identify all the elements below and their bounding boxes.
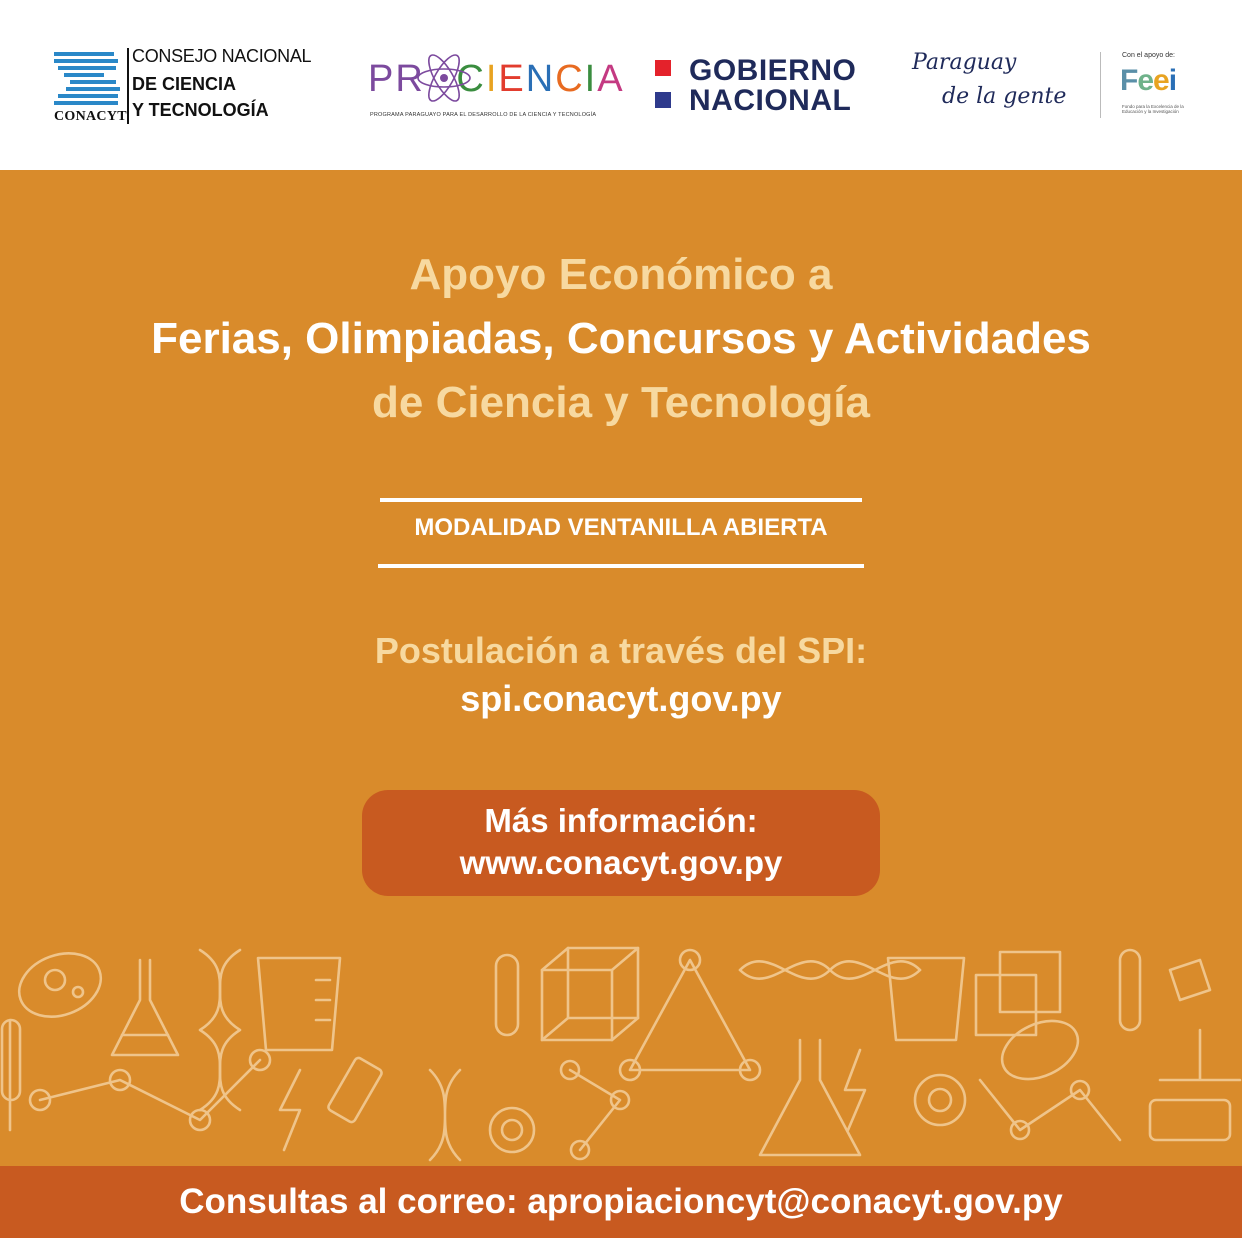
modality-label: MODALIDAD VENTANILLA ABIERTA: [414, 514, 828, 541]
conacyt-abbr: CONACYT: [54, 109, 127, 124]
blue-square-icon: [655, 92, 671, 108]
conacyt-line2: DE CIENCIA: [132, 74, 237, 94]
feei-logo: [1100, 52, 1200, 122]
modality-rule-top: [380, 498, 862, 502]
main-panel: [0, 170, 1242, 1166]
application-url[interactable]: spi.conacyt.gov.py: [460, 678, 782, 719]
paraguay-de-la-gente-logo: [912, 50, 1067, 120]
atom-icon: [414, 48, 474, 108]
title-line3: de Ciencia y Tecnología: [372, 378, 870, 427]
prociencia-subtitle: PROGRAMA PARAGUAYO PARA EL DESARROLLO DE LA CIENCIA Y TECNOLOGÍA: [370, 112, 597, 118]
gobierno-line2: NACIONAL: [689, 84, 852, 117]
gobierno-line1: GOBIERNO: [689, 54, 857, 87]
feei-support-text: Con el apoyo de:: [1122, 52, 1175, 59]
application-label: Postulación a través del SPI:: [374, 630, 868, 671]
contact-email-text[interactable]: Consultas al correo: apropiacioncyt@conacyt.gov.py: [179, 1182, 1063, 1221]
modality-rule-bottom: [378, 564, 864, 568]
prociencia-wordmark: PR CIENCIA: [368, 58, 625, 100]
more-info-box[interactable]: [362, 790, 880, 896]
more-info-label: Más información:: [484, 802, 758, 839]
more-info-url[interactable]: www.conacyt.gov.py: [459, 844, 783, 881]
red-square-icon: [655, 60, 671, 76]
title-line1: Apoyo Económico a: [409, 250, 833, 299]
logo-header: [0, 0, 1242, 170]
conacyt-logo: [52, 46, 332, 126]
paraguay-map-icon: [52, 50, 122, 110]
feei-wordmark: Feei: [1120, 64, 1177, 97]
feei-fine-print: Fondo para la Excelencia de la Educación y la Investigación: [1122, 104, 1184, 114]
feei-divider: [1100, 52, 1101, 118]
prociencia-logo: [368, 58, 625, 124]
logo-divider: [127, 48, 129, 124]
science-pattern-icon: [0, 930, 1242, 1166]
title-line2: Ferias, Olimpiadas, Concursos y Actividades: [151, 314, 1091, 363]
contact-footer: [0, 1166, 1242, 1238]
conacyt-line3: Y TECNOLOGÍA: [132, 100, 269, 120]
conacyt-line1: CONSEJO NACIONAL: [132, 46, 312, 66]
paraguay-line2: de la gente: [942, 84, 1067, 109]
gobierno-nacional-logo: [655, 56, 875, 122]
paraguay-line1: Paraguay: [912, 50, 1017, 75]
